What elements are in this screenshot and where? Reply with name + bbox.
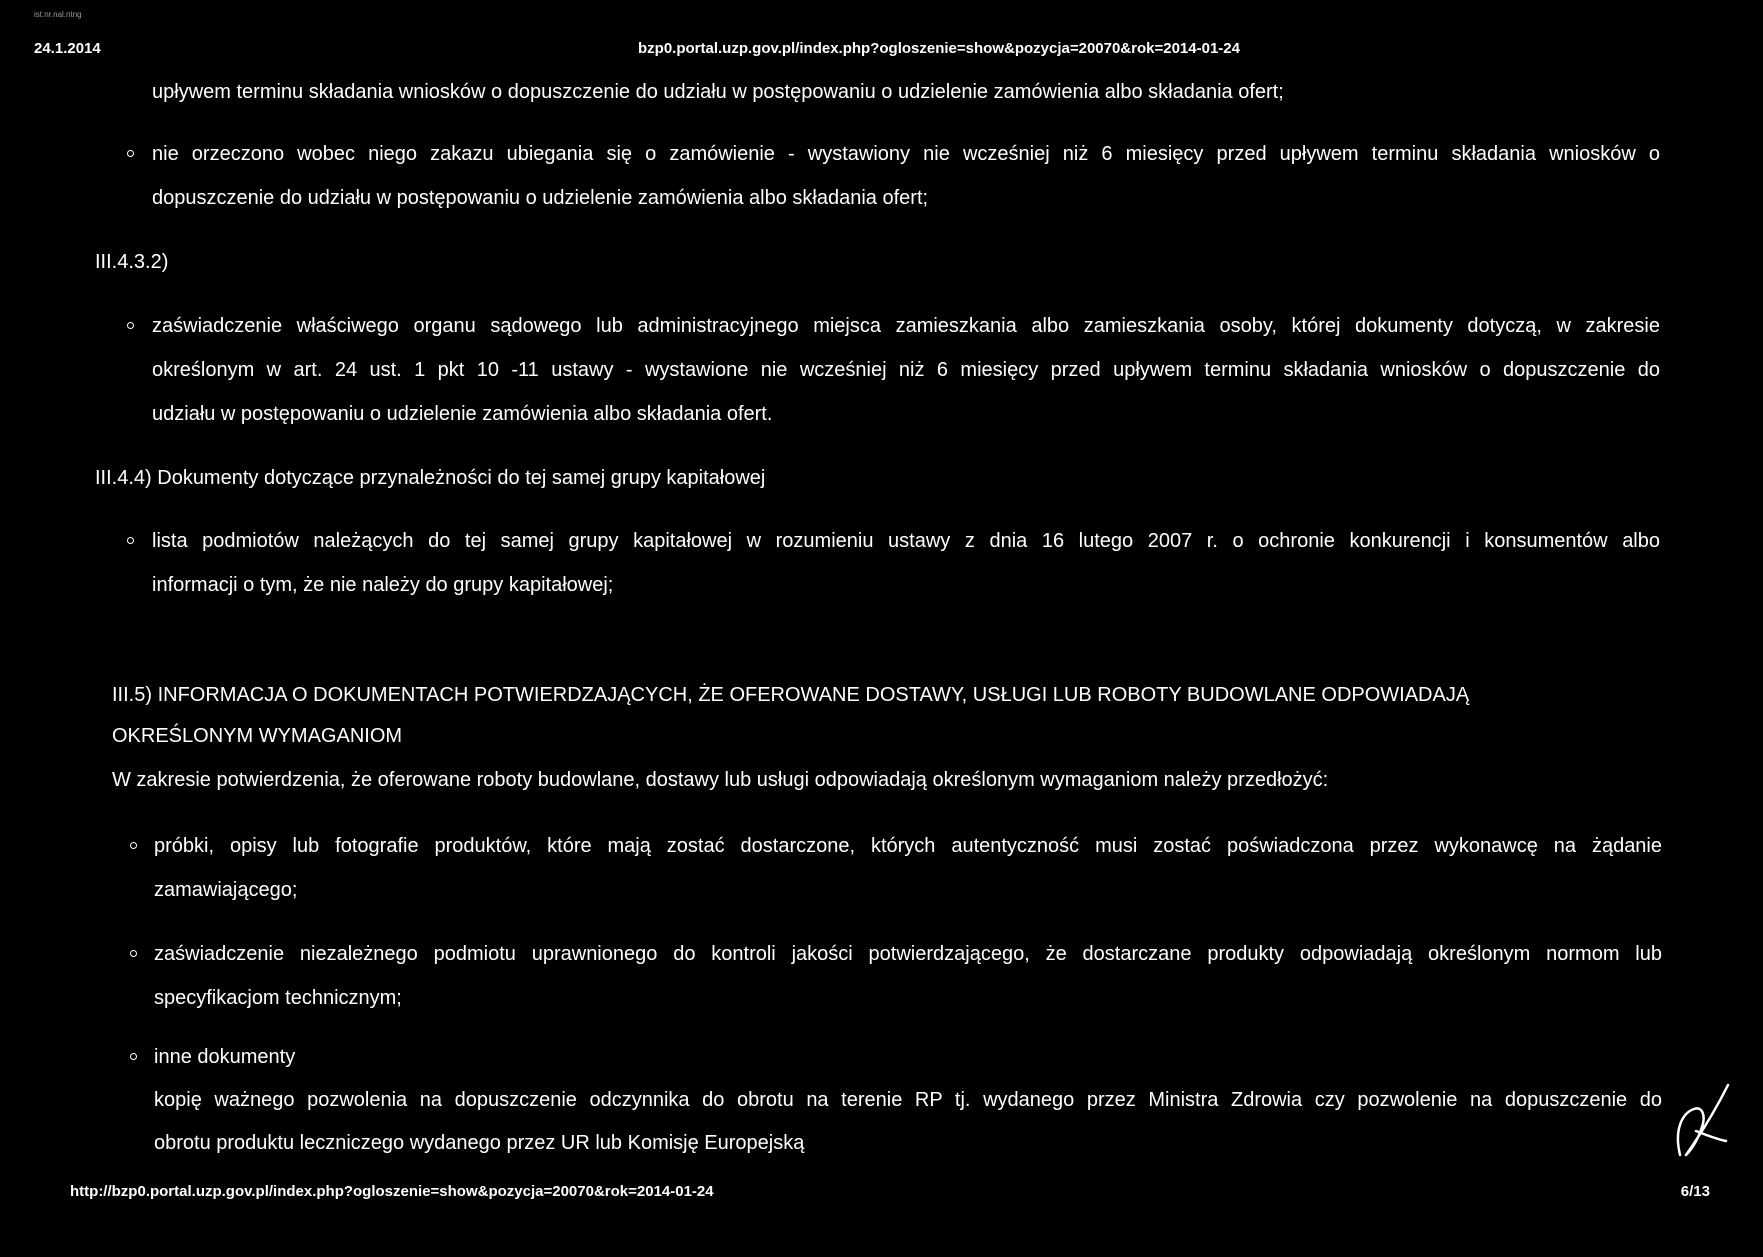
bullet-marker: [130, 1053, 137, 1060]
bullet-marker: [127, 150, 134, 157]
bullet-text: inne dokumenty: [154, 1046, 296, 1068]
section-heading: III.4.4) Dokumenty dotyczące przynależności do tej samej grupy kapitałowej: [95, 467, 766, 489]
bullet-text: dopuszczenie do udziału w postępowaniu o udzielenie zamówienia albo składania ofert;: [152, 187, 929, 209]
bullet-text: zaświadczenie niezależnego podmiotu uprawnionego do kontroli jakości potwierdzającego, że dostarczane produkty odpowiadają określonym normom lub: [154, 943, 1662, 965]
bullet-text: próbki, opisy lub fotografie produktów, które mają zostać dostarczone, których autentyczność musi zostać poświadczona przez wykonawcę na żądanie: [154, 835, 1662, 857]
paragraph-continuation: upływem terminu składania wniosków o dopuszczenie do udziału w postępowaniu o udzielenie zamówienia albo składania ofert;: [152, 81, 1284, 103]
page-header: [34, 40, 1734, 64]
bullet-marker: [130, 842, 137, 849]
header-url: bzp0.portal.uzp.gov.pl/index.php?ogloszenie=show&pozycja=20070&rok=2014-01-24: [638, 40, 1240, 57]
bullet-text: specyfikacjom technicznym;: [154, 987, 402, 1009]
top-margin-mark: ist.nr.nal.ntng: [34, 10, 82, 19]
bullet-text: informacji o tym, że nie należy do grupy kapitałowej;: [152, 574, 614, 596]
bullet-text: obrotu produktu leczniczego wydanego przez UR lub Komisję Europejską: [154, 1132, 805, 1154]
paragraph-text: W zakresie potwierdzenia, że oferowane roboty budowlane, dostawy lub usługi odpowiadają określonym wymaganiom należy przedłożyć:: [112, 769, 1329, 791]
section-heading: OKREŚLONYM WYMAGANIOM: [112, 725, 403, 747]
print-date: 24.1.2014: [34, 40, 101, 57]
bullet-text: nie orzeczono wobec niego zakazu ubiegania się o zamówienie - wystawiony nie wcześniej niż 6 miesięcy przed upływem terminu składania wniosków o: [152, 143, 1660, 165]
bullet-text: zaświadczenie właściwego organu sądowego lub administracyjnego miejsca zamieszkania albo zamieszkania osoby, której dokumenty dotyczą, w zakresie: [152, 315, 1660, 337]
bullet-text: udziału w postępowaniu o udzielenie zamówienia albo składania ofert.: [152, 403, 773, 425]
handwritten-signature-icon: [1672, 1075, 1732, 1165]
bullet-marker: [130, 950, 137, 957]
bullet-text: kopię ważnego pozwolenia na dopuszczenie odczynnika do obrotu na terenie RP tj. wydanego przez Ministra Zdrowia czy pozwolenie na dopuszczenie do: [154, 1089, 1662, 1111]
bullet-text: zamawiającego;: [154, 879, 298, 901]
bullet-text: określonym w art. 24 ust. 1 pkt 10 -11 ustawy - wystawione nie wcześniej niż 6 miesięcy przed upływem terminu składania wniosków o dopuszczenie do: [152, 359, 1660, 381]
page-number: 6/13: [1680, 1183, 1710, 1200]
bullet-marker: [127, 537, 134, 544]
footer-url: http://bzp0.portal.uzp.gov.pl/index.php?ogloszenie=show&pozycja=20070&rok=2014-01-24: [70, 1183, 714, 1200]
section-heading: III.4.3.2): [95, 251, 169, 273]
section-heading: III.5) INFORMACJA O DOKUMENTACH POTWIERDZAJĄCYCH, ŻE OFEROWANE DOSTAWY, USŁUGI LUB ROBOTY BUDOWLANE ODPOWIADAJĄ: [112, 684, 1470, 706]
bullet-text: lista podmiotów należących do tej samej grupy kapitałowej w rozumieniu ustawy z dnia 16 lutego 2007 r. o ochronie konkurencji i konsumentów albo: [152, 530, 1660, 552]
bullet-marker: [127, 322, 134, 329]
